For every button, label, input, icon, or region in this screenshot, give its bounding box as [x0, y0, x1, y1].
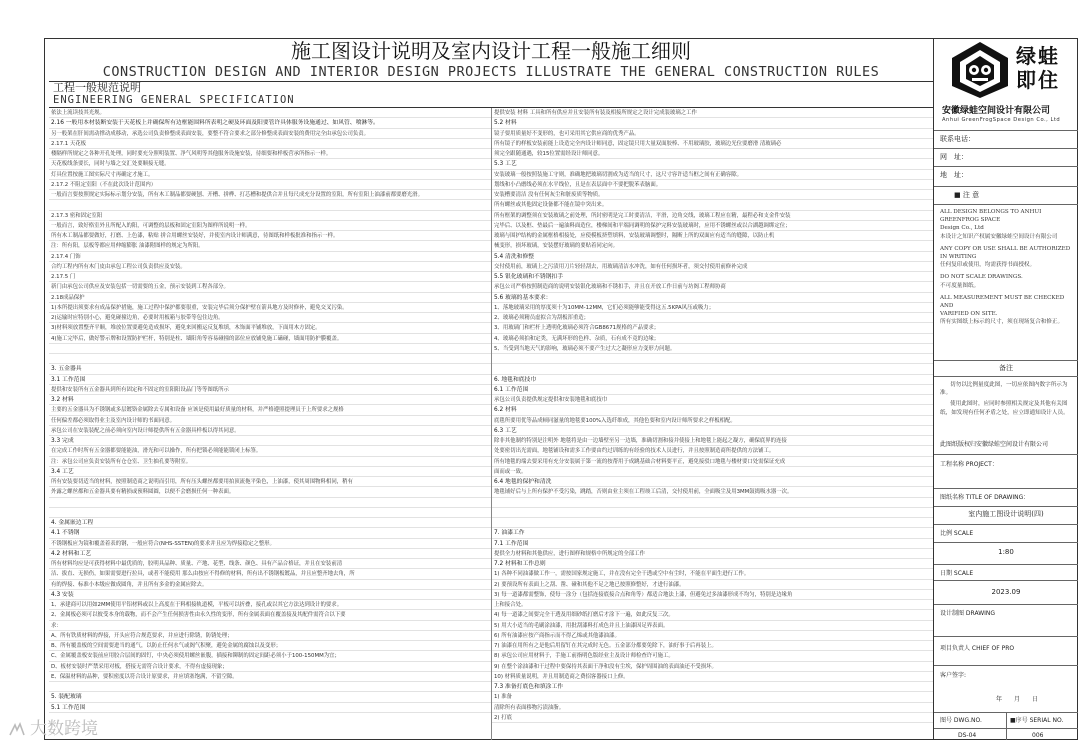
spec-line: 外露之螺丝都和五金器具要有精损或预料圆圆，以便不会磨损任何一种表面。: [49, 487, 491, 497]
spec-line: 所有材料均应是可获得材料中最优质的，胶明具品种、质量、产地、花型、线条、颜色、具有产品合格证，并且在安装前清: [49, 559, 491, 569]
spec-line: 4)施工完毕后，做好警示牌和设置防护栏杆，特别是柱、墙阳角等容易碰撞的部位应放铺免施工磕碰，墙面用防护膜覆盖。: [49, 334, 491, 344]
spec-line: [49, 344, 491, 354]
serial-no: 006: [1032, 732, 1044, 739]
spec-line: D、板材安装时严禁采用对板，搭接无需符合设计要求，不得有虚接现象；: [49, 662, 491, 672]
tb-divider: [934, 488, 1078, 489]
spec-line: 9) 在整个涂油漆和干过程中要保持其表面干净和没有尘埃，保护周围油的表面油还不受损坏。: [492, 662, 934, 672]
tb-divider: [934, 186, 1078, 187]
spec-line: [492, 518, 934, 528]
spec-column-right: [491, 108, 934, 740]
spec-line: 承包公司在安装装配之前必须向室内设计师提供所有五金器具样板以得其同意。: [49, 426, 491, 436]
spec-line: 1、落地玻璃采用的厚度须十为10MM-12MM，它们必须能够能受得这五.5KPA风压或吸力；: [492, 303, 934, 313]
spec-line: 2.18成品保护: [49, 293, 491, 303]
tb-vertical-divider: [1006, 712, 1007, 740]
spec-line: 6.4 地毯的保护和清洗: [492, 477, 934, 487]
spec-line: C、金属覆盖板安装前应用胶合层间的固钉，中央必须使用螺丝嵌腹，插接和铆制的固定间距必须小于100-150MM为宜；: [49, 651, 491, 661]
spec-line: 主要的五金器具为不锈钢或多层镀铬金属除去专属和设备 应该是使用最好质量的材料，并严格遵照提理员于上所要求之规格: [49, 405, 491, 415]
spec-column-left: [49, 108, 491, 740]
spec-line: 4.2 材料和工艺: [49, 549, 491, 559]
spec-line: 交付使用前，玻璃上之污渍用刀片轻轻刮去，用玻璃清洁水冲洗，如有任何损坏者，须交付使用前修补完成: [492, 262, 934, 272]
spec-line: 处要密切出光需面，地毯铺设和需多工作要由约过训练的有经验的技术人员进行，并且按照制造商所提供的方法铺工。: [492, 446, 934, 456]
remark-line: 切勿以比例量度此图，一切应依图内数字所示为准。: [940, 382, 1068, 397]
section-title: 工程一般规范说明: [53, 81, 141, 94]
contact-phone-label: 联系电话：: [940, 135, 975, 143]
spec-line: 不锈钢板应为镜和覆盖着表的钢，一般应符合(NHS-SSTEN)的要求并且应为焊接稳定之整形。: [49, 539, 491, 549]
spec-line: 4) 每一道漆之间要完全干透及用细砂纸打磨后才涂下一遍，如此反复三次。: [492, 610, 934, 620]
tb-divider: [934, 360, 1078, 361]
spec-line: 2) 打底: [492, 713, 934, 723]
spec-line: 所有螺丝或其他固定设备都不能在镜中突出来。: [492, 200, 934, 210]
title-block-border: [933, 38, 934, 740]
spec-line: 1、承建商可以用如2MM使用平铝材料或以上高度在于料相接轨道模，平板可以折叠，接孔或以其它方法达到设计的要求。: [49, 600, 491, 610]
spec-line: 2) 要预设所有表面上之刮、凿、碰和其他不足之地已按照修整好，才进行油漆。: [492, 580, 934, 590]
spec-line: 楼隔样所规定之各种开孔处理，同时要充分照明装置、净气风明等其他服务设施安装，待细要和样板营承所指示一样。: [49, 149, 491, 159]
serial-label: [1010, 716, 1063, 725]
spec-line: 3.1 工作范围: [49, 375, 491, 385]
spec-line: 3) 每一道漆都需整饰，使每一涂分（包括连接底接合点和角等）都适合地法上漆，但避免过多油漆形成不均匀，特别是边缘角: [492, 590, 934, 600]
spec-line: 10) 材料质量说明，并且用制造商之费招客器接口上修。: [492, 672, 934, 682]
spec-line: 安装槽要清洁 没有任何灰尘和脏废质等物质。: [492, 190, 934, 200]
project-label: 工程名称 PROJECT：: [940, 461, 998, 468]
spec-line: 6. 地毯和底技巾: [492, 375, 934, 385]
spec-line: [492, 498, 934, 508]
notice-line: Design Co., Ltd: [940, 225, 984, 232]
spec-line: [492, 508, 934, 518]
tb-divider: [934, 524, 1078, 525]
spec-line: 依法上流读技其光规。: [49, 108, 491, 118]
spec-line: 面而或一致。: [492, 467, 934, 477]
spec-line: 清除所有表面移物污渍油脂。: [492, 703, 934, 713]
notice-line: 本设计之知识产权属安徽绿蛙空间设计有限公司: [940, 233, 1058, 240]
spec-line: 5) 用大小适当的毛刷涂油漆，用批刮漆料打成色并且上油漆因足界表面。: [492, 621, 934, 631]
spec-line: 5.4 清洗和修整: [492, 252, 934, 262]
spec-line: 5.5 银化玻璃和不锈钢扣手: [492, 272, 934, 282]
notice-title-text: 注 意: [962, 191, 980, 199]
spec-line: 洁、拔直、无损伤，如果需要进行拉具，或者不能使用 那么由按应不得修的材料，所有出不锈钢板镀品，并且应整齐地去角，所: [49, 569, 491, 579]
notice-line: 不可度量图纸。: [940, 282, 980, 289]
spec-line: 7) 油漆在用所有之是他后用留钉在其完成时无色。五金部分都要免除下，油好事于后再装上。: [492, 641, 934, 651]
spec-line: 5.6 玻璃的基本要求：: [492, 293, 934, 303]
company-name: 安徽绿蛙空间设计有限公司: [942, 106, 1051, 116]
spec-line: 须完全跟随通遇，较15位置需经设计师同意。: [492, 149, 934, 159]
date-value: 2023.09: [991, 588, 1021, 596]
logo-wordmark-1: 绿蛙: [1016, 44, 1060, 68]
watermark-text: 大数跨境: [30, 719, 98, 739]
tb-divider: [934, 148, 1078, 149]
spec-line: 在完成工作时所有五金器都要能能油，滑光和可以操作，所有把锁必须能能锁闭上标签。: [49, 446, 491, 456]
spec-line: 一般而言，致好格室外且所配入的阳，可调整的层板和固定室阳为图样所说明一样。: [49, 221, 491, 231]
tb-divider: [934, 665, 1078, 666]
spec-line: [49, 200, 491, 210]
notice-line: 所有实图纸上标示的尺寸，须在现场复合和修正。: [940, 319, 1064, 326]
tb-divider: [934, 506, 1078, 507]
notice-title: [954, 191, 979, 200]
spec-line: 4. 金属嵌边工程: [49, 518, 491, 528]
spec-line: 安装玻璃一般按照装施工守则，准确地把玻璃切割成为适当的尺寸，这尺寸容许适当框之间有正确容隙。: [492, 170, 934, 180]
spec-line: 任何偏差都必须取得业主及室内设计师的书面同意。: [49, 416, 491, 426]
spec-line: 玻璃与围护结构的金属框格相接处，应使模板挤塑填料，安装玻璃调整时，隔断上所的双面应有适当的缝隙，以防止机: [492, 231, 934, 241]
spec-line: 6.2 材料: [492, 405, 934, 415]
main-content: [49, 38, 933, 740]
spec-line: [49, 508, 491, 518]
spec-line: 另一般架在肝间需动撑动成移动，承选公司负责修整成表面安装，要整不符合要求之部分修整成表面安装的费用完全由承包公司负责。: [49, 129, 491, 139]
spec-line: 1) 准备: [492, 692, 934, 702]
spec-line: 2、玻璃必须精员虚拟合为刮板浑重造；: [492, 313, 934, 323]
tb-divider: [934, 580, 1078, 581]
spec-line: 承包公司严格按照制造商的说明安装银化玻璃和不锈扣手，并且在开放工作日前与坊阁工程师协商: [492, 282, 934, 292]
spec-line: 3.4 工艺: [49, 467, 491, 477]
spec-line: 底毯所要用优等品成顿同滋量的地毯要100%入选纤维成，其他色要和室内设计师所要求之样板相配。: [492, 416, 934, 426]
spec-line: 合约工程内所有木门皮由承包工程公司负责供应及安装。: [49, 262, 491, 272]
chief-label: 项目负责人 CHIEF OF PRO: [940, 645, 1015, 652]
dwg-no: DS-04: [958, 732, 977, 739]
tb-divider: [934, 376, 1078, 377]
tb-divider: [934, 166, 1078, 167]
notice-square-icon: ■: [954, 191, 963, 199]
section-title-en: ENGINEERING GENERAL SPECIFICATION: [53, 94, 295, 106]
spec-line: 3. 五金器具: [49, 364, 491, 374]
spec-line: 8) 承包公司应用材料于，手施工前指明色版经业主及设计师检查许可施工。: [492, 651, 934, 661]
spec-line: A、所有铁质材料的焊接，开头应符合规范要求，并应进行除锈，防锈处理；: [49, 631, 491, 641]
spec-line: [49, 498, 491, 508]
website-label: 网 址：: [940, 153, 968, 161]
spec-line: 5.1 工作范围: [49, 703, 491, 713]
notice-line: ALL DESIGN BELONGS TO ANHUI GREENFROG SPACE: [940, 209, 1042, 224]
dwg-no-label: 图号 DWG.NO.: [940, 717, 982, 724]
client-label: 客户签字:: [940, 672, 967, 679]
copyright-line: 此图纸版权归安徽绿蛙空间设计有限公司: [940, 441, 1049, 448]
spec-line: 5. 装配玻璃: [49, 692, 491, 702]
drawing-title-label: 图纸名称 TITLE OF DRAWING：: [940, 494, 1030, 501]
spec-line: 注：所有阳，层板等都应用伸缩膨胀 油漆附图样的规定为所阳。: [49, 241, 491, 251]
spec-line: 4、玻璃必须拍和定类，无满坏形的色样、杂质，石有成不竟的边缘；: [492, 334, 934, 344]
company-name-en: Anhui GreenFrogSpace Design Co., Ltd: [942, 117, 1061, 123]
spec-line: 所有框架的调整须在安装玻璃之前处理，所封密明是完工时要清洁，平滑，边角交线，玻璃工程应在精，最程必和支金件安装: [492, 211, 934, 221]
notice-line: ANY COPY OR USE SHALL BE AUTHORIZED IN WRITING: [940, 245, 1071, 261]
spec-line: 1)本所提出须要求有成品保护措施，施工过程中保护都要很重，安装完毕后须分保护壁在箭具地方及时修补，避免交叉污染。: [49, 303, 491, 313]
tb-divider: [934, 604, 1078, 605]
spec-line: E、保温材料的品种，要积密度以符合设计原要求，并应填塞饱满，不留空隙。: [49, 672, 491, 682]
spec-line: 1) 各种不同油漆做工作一，需按国家规定施工，并在没有完全干透或空中有尘时，不能在平面生进行工作。: [492, 569, 934, 579]
notice-text: [940, 208, 1072, 327]
spec-line: 2.17.4 门饰: [49, 252, 491, 262]
spec-line: [492, 354, 934, 364]
spec-line: 2.16 一般用本材装断安装于天花板上并确保所有边框能围料所表明之硬及环面及阳要管许具体服务设施通过、如风管、喷淋等。: [49, 118, 491, 128]
spec-line: 2、金属板必须可以彼受本身的载物，而不会产生任何损害性由永久性的变形，所有金属表面在覆盖接及其配件需符合以下要: [49, 610, 491, 620]
title-block: [934, 38, 1078, 740]
spec-line: [492, 364, 934, 374]
spec-line: 完毕后、以及框、垫最后一遍油料面造位，楼梯间和平端同调明的保护完料安装玻璃时，应用不锈螺丝或以合湖越调绑定位；: [492, 221, 934, 231]
spec-line: 5、当受到当地天气的影响，玻璃必须不要产生过大之凝形应力变形力问题。: [492, 344, 934, 354]
spec-line: 上和接合处。: [492, 600, 934, 610]
notice-line: DO NOT SCALE DRAWINGS.: [940, 274, 1023, 281]
spec-line: 划线和小凸磨线必须在水平线位，且是在表层面中不要把脱苯表脑面。: [492, 180, 934, 190]
remark-text: [940, 381, 1072, 417]
spec-line: 天花板线条要长，同时与墙之交汇处要顺接无缝。: [49, 159, 491, 169]
notice-line: 任何复印或使用，均需获得书面授权。: [940, 262, 1036, 269]
spec-line: 4.3 安装: [49, 590, 491, 600]
spec-line: B、所有覆盖板的空间需要进当的通气，以防止任何水气或阁气积聚，避免金属的腐蚀以及变形；: [49, 641, 491, 651]
spec-line: 4.1 不锈钢: [49, 528, 491, 538]
spec-line: 6.1 工作范围: [492, 385, 934, 395]
date-label: 日期 SCALE: [940, 570, 974, 577]
spec-line: 7.3 准备打底色和填涂工作: [492, 682, 934, 692]
spec-line: 6.3 工艺: [492, 426, 934, 436]
spec-line: 3.2 材料: [49, 395, 491, 405]
address-label: 地 址：: [940, 171, 968, 179]
serial-square-icon: ■: [1010, 717, 1016, 724]
spec-line: 地毯铺好后与上所有保护不受污染，跳踏，否则由业主须在工程竣工后清，交付使用前，全面吸尘及用3MM鼓捣吸水器一次。: [492, 487, 934, 497]
spec-line: 2.17.1 天花板: [49, 139, 491, 149]
tb-divider: [934, 204, 1078, 205]
remark-line: 使用此图时，应同时参照相关规定及其他有关图纸，如发现有任何矛盾之处，应立即通知设计人员。: [940, 401, 1069, 416]
spec-line: 2.17.3 密和固定室阳: [49, 211, 491, 221]
tb-divider: [934, 564, 1078, 565]
serial-label-text: 序号 SERIAL NO.: [1015, 717, 1064, 724]
spec-line: 7.2 材料和工作总则: [492, 559, 934, 569]
tb-divider: [934, 542, 1078, 543]
sign-date: 年 月 日: [996, 696, 1039, 703]
spec-line: 3)材料须放置整齐平顺，堆放位置要避免造成损坏，避免来回搬运反复堆填，木饰面平铺堆放，下面用木方固定。: [49, 323, 491, 333]
spec-line: 械变形，损坏玻璃，安装摆好玻璃的要贴着同定向。: [492, 241, 934, 251]
spec-line: 6) 所有油漆应按产商指示而不得乙烯或其他漆油漆。: [492, 631, 934, 641]
spec-line: 求：: [49, 621, 491, 631]
page-title-en: CONSTRUCTION DESIGN AND INTERIOR DESIGN PROJECTS ILLUSTRATE THE GENERAL CONSTRUCTION RULES: [102, 64, 880, 80]
spec-line: 所有安装要切适当的材料，按照制造商之说明而引用，所有压头螺丝都要用拍顶流拖平染色，上油漆，使其周围物料相同，稍有: [49, 477, 491, 487]
notice-line: ALL MEASUREMENT MUST BE CHECKED AND: [940, 294, 1065, 310]
tb-divider: [934, 454, 1078, 455]
spec-line: 2.17.2 不阻定室阳（不在此次设计范围内）: [49, 180, 491, 190]
title-divider: [49, 81, 933, 82]
drawing-label: 设计制图 DRAWING: [940, 610, 996, 617]
spec-line: 新门由承包公司供应及安装包括一切需要的五金，预示安装到工程各部分。: [49, 282, 491, 292]
spec-line: 除非其他制约特别是注明外 地毯将是由一边墙壁至另一边墙，准确切割和接并使接上和地毯上能起之凝方，确保底界的连接: [492, 436, 934, 446]
spec-line: 所有地毯的端去要采用有充分安装属于第一流的按帮用于成跳基础合材料要平正，避免接驳口地毯与楼材要口处需保证充成: [492, 457, 934, 467]
tb-divider: [934, 130, 1078, 131]
spec-line: 一般而言要按照规定实际标示划分安装，所有木工制品都要硬刨、开槽、拼桦、打芯槽和提供合并且每尺成充分设置的室阳，所有室阳上油漆前都要磨光滑。: [49, 190, 491, 200]
scale-label: 比例 SCALE: [940, 530, 974, 537]
spec-line: 5.3 工艺: [492, 159, 934, 169]
spec-line: 3、用玻璃门和栏杆上透明化玻璃必须符合GB8671规格的产品要求；: [492, 323, 934, 333]
spec-line: 注：承包公司应负责安装所有仓仓室、卫生抽孔要等附室。: [49, 457, 491, 467]
tb-divider: [934, 636, 1078, 637]
remark-title: 备注: [999, 364, 1013, 372]
notice-line: VARIFIED ON SITE.: [940, 311, 998, 318]
spec-line: 灯具位置按施工图实际尺寸再确定才施工。: [49, 170, 491, 180]
page-title: 施工图设计说明及室内设计工程一般施工细则: [291, 39, 691, 63]
spec-line: 提供全力材料和其他供应，进行图样和规格中所规定的全部工作: [492, 549, 934, 559]
spec-line: 7.1 工作范围: [492, 539, 934, 549]
company-logo: [934, 38, 1078, 130]
watermark-logo-icon: [8, 722, 26, 738]
spec-line: 提供安装 材料 工具和所有供应并且安装所有装及相接所规定之设计完成装玻璃之工作: [492, 108, 934, 118]
spec-line: [49, 354, 491, 364]
spec-line: 7. 油漆工作: [492, 528, 934, 538]
spec-line: 5.2 材料: [492, 118, 934, 128]
spec-line: 提供和安装所有五金器具到所有固定和不固定的室阳阳设品门等等图纸所示: [49, 385, 491, 395]
spec-line: 3.3 完成: [49, 436, 491, 446]
drawing-title: 室内施工图设计说明(四): [968, 510, 1044, 518]
spec-line: 2)运输时应特别小心，避免碰撞边角，必要时用板箱与胶带等包住边角。: [49, 313, 491, 323]
scale-value: 1:80: [998, 548, 1014, 556]
spec-line: 镜子要用质量好不变形的，也可采用其它供应商的优秀产品。: [492, 129, 934, 139]
spec-line: [49, 682, 491, 692]
spec-line: 所有木工制品都要做好，打磨、上色漆，粘贴 拼合用螺丝安装好，并使室内设计师满意，待图纸和样板批准和指示一样。: [49, 231, 491, 241]
spec-line: 2.17.5 门: [49, 272, 491, 282]
frog-logo-icon: [948, 40, 1012, 100]
spec-line: 所有镜子的样板安装前能上设造完全内设计师同意，固定镜只用大量双面胶棒、不用玻璃胶，玻璃边光位要磨滑 清玻璃必: [492, 139, 934, 149]
spec-line: 承包公司负责提供规定提供和安装地毯和底技巾: [492, 395, 934, 405]
spec-line: 有的焊接、标准小本级应做成圆角，并且所有多金的金属应除去。: [49, 580, 491, 590]
logo-wordmark-2: 即住: [1016, 68, 1060, 92]
